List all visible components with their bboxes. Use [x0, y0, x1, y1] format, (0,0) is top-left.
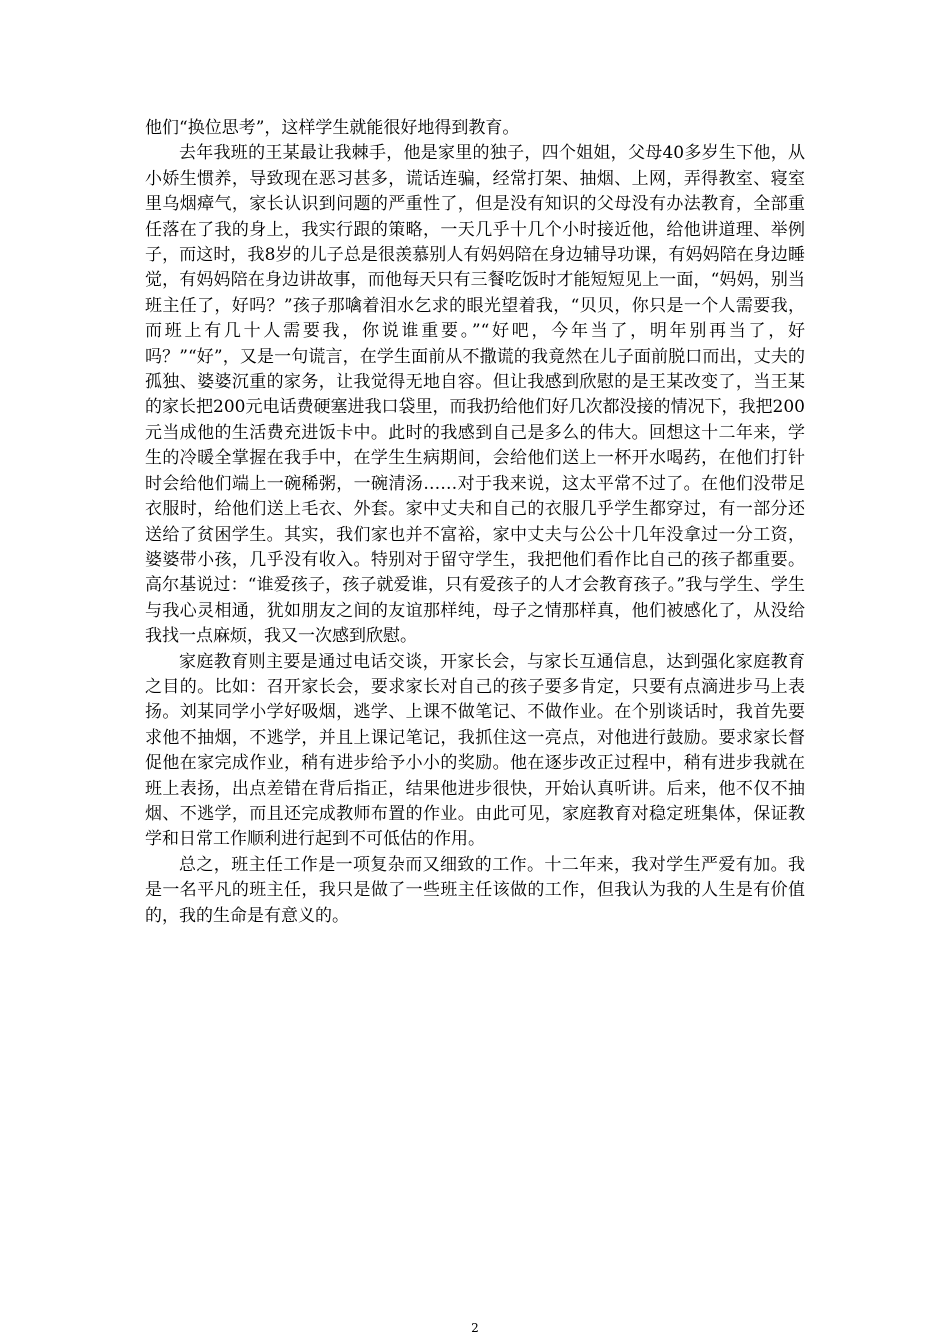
- paragraph-continuation: 他们“换位思考”，这样学生就能很好地得到教育。: [145, 118, 520, 138]
- paragraph-wang-story: 去年我班的王某最让我棘手，他是家里的独子，四个姐姐，父母40多岁生下他，从小娇生惯养，导致现在恶习甚多，谎话连骗，经常打架、抽烟、上网，弄得教室、寝室里乌烟瘴气，家长认识到问题的严重性了，但是没有知识的父母没有办法教育，全部重任落在了我的身上，我实行跟的策略，一天几乎十几个小时接近他，给他讲道理、举例子，而这时，我8岁的儿子总是很羡慕别人有妈妈陪在身边辅导功课，有妈妈陪在身边睡觉，有妈妈陪在身边讲故事，而他每天只有三餐吃饭时才能短短见上一面，“妈妈，别当班主任了，好吗？”孩子那噙着泪水乞求的眼光望着我，“贝贝，你只是一个人需要我，而班上有几十人需要我，你说谁重要。”“好吧，今年当了，明年别再当了，好吗？”“好”，又是一句谎言，在学生面前从不撒谎的我竟然在儿子面前脱口而出，丈夫的孤独、婆婆沉重的家务，让我觉得无地自容。但让我感到欣慰的是王某改变了，当王某的家长把200元电话费硬塞进我口袋里，而我扔给他们好几次都没接的情况下，我把200元当成他的生活费充进饭卡中。此时的我感到自己是多么的伟大。回想这十二年来，学生的冷暖全掌握在我手中，在学生生病期间，会给他们送上一杯开水喝药，在他们打针时会给他们端上一碗稀粥，一碗清汤……对于我来说，这太平常不过了。在他们没带足衣服时，给他们送上毛衣、外套。家中丈夫和自己的衣服几乎学生都穿过，有一部分还送给了贫困学生。其实，我们家也并不富裕，家中丈夫与公公十几年没拿过一分工资，婆婆带小孩，几乎没有收入。特别对于留守学生，我把他们看作比自己的孩子都重要。高尔基说过：“谁爱孩子，孩子就爱谁，只有爱孩子的人才会教育孩子。”我与学生、学生与我心灵相通，犹如朋友之间的友谊那样纯，母子之情那样真，他们被感化了，从没给我找一点麻烦，我又一次感到欣慰。: [145, 143, 805, 647]
- document-body: [145, 116, 805, 929]
- page-number: 2: [471, 1321, 479, 1335]
- paragraph-conclusion: 总之，班主任工作是一项复杂而又细致的工作。十二年来，我对学生严爱有加。我是一名平凡的班主任，我只是做了一些班主任该做的工作，但我认为我的人生是有价值的，我的生命是有意义的。: [145, 854, 805, 926]
- paragraph-family-education: 家庭教育则主要是通过电话交谈，开家长会，与家长互通信息，达到强化家庭教育之目的。比如：召开家长会，要求家长对自己的孩子要多肯定，只要有点滴进步马上表扬。刘某同学小学好吸烟，逃学、上课不做笔记、不做作业。在个别谈话时，我首先要求他不抽烟，不逃学，并且上课记笔记，我抓住这一亮点，对他进行鼓励。要求家长督促他在家完成作业，稍有进步给予小小的奖励。他在逐步改正过程中，稍有进步我就在班上表扬，出点差错在背后指正，结果他进步很快，开始认真听讲。后来，他不仅不抽烟、不逃学，而且还完成教师布置的作业。由此可见，家庭教育对稳定班集体，保证教学和日常工作顺利进行起到不可低估的作用。: [145, 651, 805, 850]
